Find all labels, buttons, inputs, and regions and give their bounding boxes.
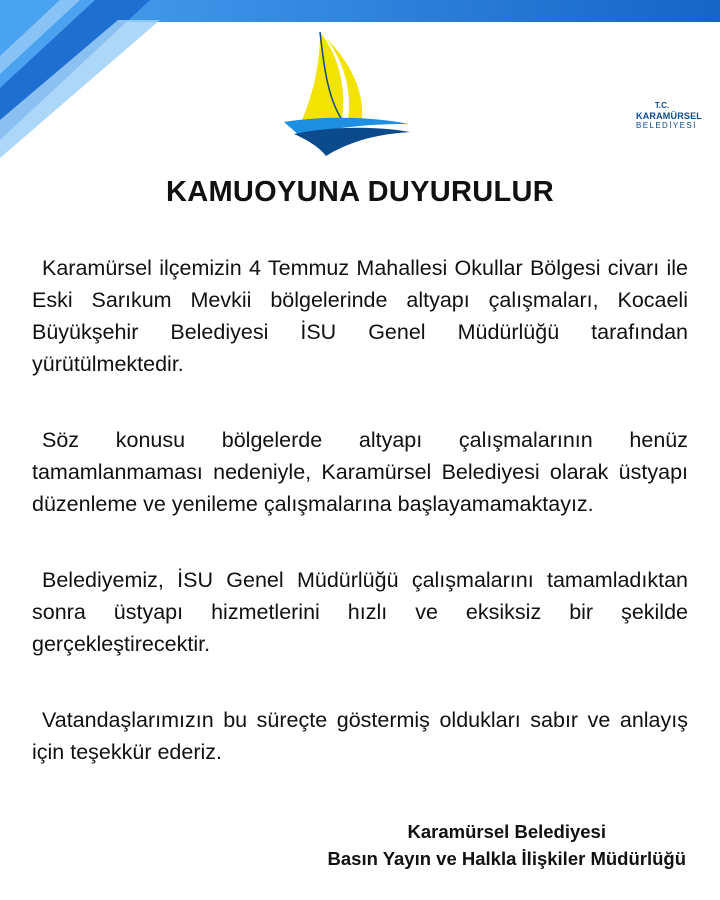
page-title: KAMUOYUNA DUYURULUR [165,176,555,208]
sailboat-logo-icon [280,28,430,160]
logo-name-text: KARAMÜRSEL [636,111,702,121]
corner-stripes-decoration [0,0,170,160]
paragraph: Vatandaşlarımızın bu süreçte göstermiş oldukları sabır ve anlayış için teşekkür ederiz. [32,708,688,764]
paragraph: Karamürsel ilçemizin 4 Temmuz Mahallesi Okullar Bölgesi civarı ile Eski Sarıkum Mevkii bölgelerinde altyapı çalışmaları, Kocaeli Büyükşehir Belediyesi İSU Genel Müdürlüğü tarafından yürütülmektedir. [32,256,688,376]
signature-department: Basın Yayın ve Halkla İlişkiler Müdürlüğü [327,848,686,869]
paragraph: Belediyemiz, İSU Genel Müdürlüğü çalışmalarını tamamladıktan sonra üstyapı hizmetlerini hızlı ve eksiksiz bir şekilde gerçekleştirecektir. [32,568,688,656]
signature-institution: Karamürsel Belediyesi [407,821,606,842]
announcement-body [32,252,688,812]
logo-tc-text: T.C. [654,101,670,110]
signature-block [328,818,686,872]
municipality-logo [280,28,702,160]
logo-subtitle-text: BELEDİYESİ [636,121,697,130]
paragraph: Söz konusu bölgelerde altyapı çalışmalarının henüz tamamlanmaması nedeniyle, Karamürsel Belediyesi olarak üstyapı düzenleme ve yenileme çalışmalarına başlayamamaktayız. [32,428,688,516]
